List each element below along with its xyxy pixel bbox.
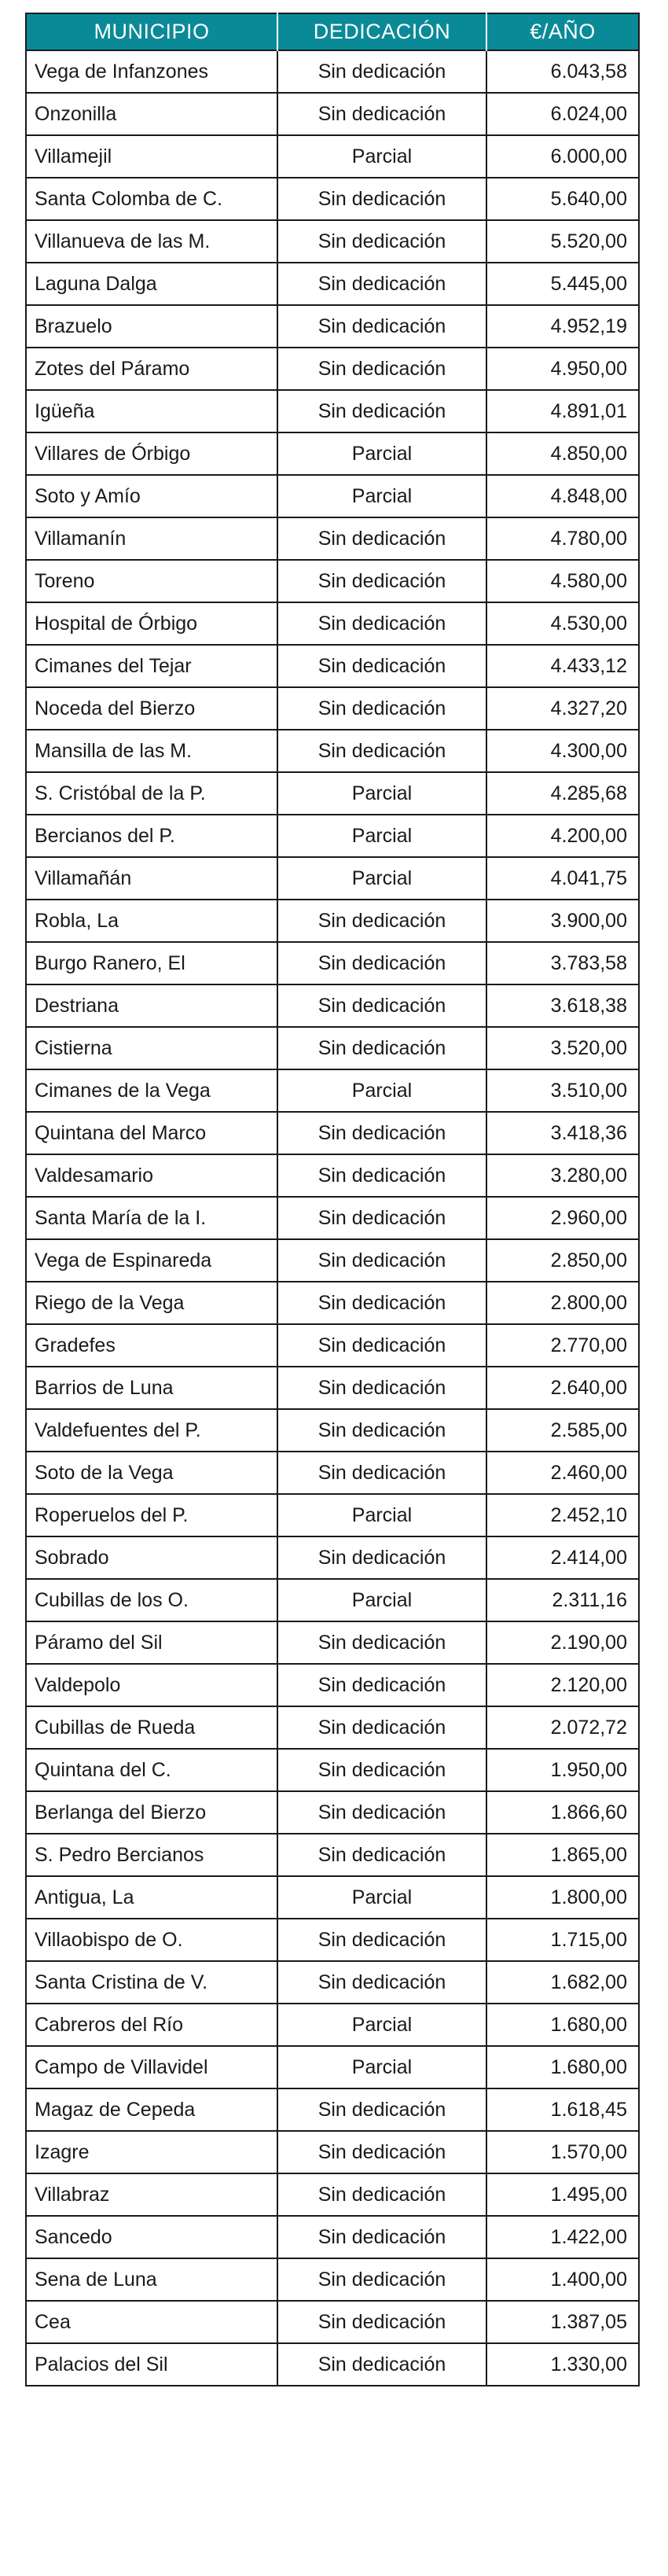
table-row (26, 1409, 639, 1452)
table-row (26, 348, 639, 390)
dedicacion-cell: Sin dedicación (277, 984, 486, 1027)
dedicacion-cell: Sin dedicación (277, 687, 486, 730)
municipio-cell: Toreno (26, 560, 277, 602)
municipio-cell: Cabreros del Río (26, 2004, 277, 2046)
dedicacion-cell: Parcial (277, 1069, 486, 1112)
dedicacion-cell: Sin dedicación (277, 2258, 486, 2301)
table-row (26, 602, 639, 645)
municipio-cell: Destriana (26, 984, 277, 1027)
municipio-cell: Gradefes (26, 1324, 277, 1367)
amount-cell: 4.041,75 (486, 857, 639, 900)
amount-cell: 5.640,00 (486, 178, 639, 220)
dedicacion-cell: Sin dedicación (277, 900, 486, 942)
table-row (26, 1919, 639, 1961)
amount-cell: 1.800,00 (486, 1876, 639, 1919)
dedicacion-cell: Sin dedicación (277, 1834, 486, 1876)
municipio-cell: Páramo del Sil (26, 1621, 277, 1664)
dedicacion-cell: Sin dedicación (277, 1282, 486, 1324)
amount-cell: 3.510,00 (486, 1069, 639, 1112)
table-row (26, 900, 639, 942)
dedicacion-cell: Sin dedicación (277, 1621, 486, 1664)
dedicacion-cell: Sin dedicación (277, 602, 486, 645)
amount-cell: 6.043,58 (486, 50, 639, 93)
municipio-cell: Berlanga del Bierzo (26, 1791, 277, 1834)
municipio-cell: Barrios de Luna (26, 1367, 277, 1409)
header-dedicacion: DEDICACIÓN (277, 13, 486, 50)
amount-cell: 4.285,68 (486, 772, 639, 815)
municipio-cell: Santa Cristina de V. (26, 1961, 277, 2004)
amount-cell: 2.640,00 (486, 1367, 639, 1409)
municipio-cell: Hospital de Órbigo (26, 602, 277, 645)
amount-cell: 4.580,00 (486, 560, 639, 602)
amount-cell: 5.445,00 (486, 263, 639, 305)
table-row (26, 730, 639, 772)
table-row (26, 1621, 639, 1664)
municipio-cell: Sobrado (26, 1536, 277, 1579)
municipio-cell: Noceda del Bierzo (26, 687, 277, 730)
municipio-cell: Cubillas de Rueda (26, 1706, 277, 1749)
municipio-cell: Robla, La (26, 900, 277, 942)
municipio-cell: Soto y Amío (26, 475, 277, 517)
amount-cell: 2.414,00 (486, 1536, 639, 1579)
dedicacion-cell: Sin dedicación (277, 2131, 486, 2173)
table-row (26, 1494, 639, 1536)
dedicacion-cell: Sin dedicación (277, 1664, 486, 1706)
amount-cell: 1.682,00 (486, 1961, 639, 2004)
municipio-cell: Cimanes del Tejar (26, 645, 277, 687)
amount-cell: 1.680,00 (486, 2004, 639, 2046)
dedicacion-cell: Sin dedicación (277, 1409, 486, 1452)
table-row (26, 2131, 639, 2173)
dedicacion-cell: Parcial (277, 2004, 486, 2046)
amount-cell: 4.891,01 (486, 390, 639, 432)
amount-cell: 2.960,00 (486, 1197, 639, 1239)
amount-cell: 2.460,00 (486, 1452, 639, 1494)
amount-cell: 1.330,00 (486, 2343, 639, 2386)
municipio-cell: Antigua, La (26, 1876, 277, 1919)
municipio-cell: Onzonilla (26, 93, 277, 135)
table-header (26, 13, 639, 50)
table-row (26, 2046, 639, 2088)
amount-cell: 1.865,00 (486, 1834, 639, 1876)
table-row (26, 857, 639, 900)
table-row (26, 984, 639, 1027)
amount-cell: 2.190,00 (486, 1621, 639, 1664)
municipio-cell: Cistierna (26, 1027, 277, 1069)
dedicacion-cell: Sin dedicación (277, 1536, 486, 1579)
amount-cell: 1.950,00 (486, 1749, 639, 1791)
amount-cell: 4.848,00 (486, 475, 639, 517)
municipio-cell: Santa Colomba de C. (26, 178, 277, 220)
table-row (26, 1536, 639, 1579)
amount-cell: 1.680,00 (486, 2046, 639, 2088)
municipio-cell: Villamanín (26, 517, 277, 560)
dedicacion-cell: Sin dedicación (277, 1961, 486, 2004)
table-row (26, 2258, 639, 2301)
dedicacion-cell: Parcial (277, 1579, 486, 1621)
municipio-cell: Mansilla de las M. (26, 730, 277, 772)
dedicacion-cell: Sin dedicación (277, 263, 486, 305)
dedicacion-cell: Sin dedicación (277, 2216, 486, 2258)
amount-cell: 1.866,60 (486, 1791, 639, 1834)
dedicacion-cell: Sin dedicación (277, 1452, 486, 1494)
municipio-cell: Cea (26, 2301, 277, 2343)
table-row (26, 263, 639, 305)
municipio-cell: Cubillas de los O. (26, 1579, 277, 1621)
header-row (26, 13, 639, 50)
municipio-cell: Villabraz (26, 2173, 277, 2216)
table-row (26, 475, 639, 517)
table-row (26, 1027, 639, 1069)
table-row (26, 2173, 639, 2216)
table-row (26, 1239, 639, 1282)
municipio-cell: Cimanes de la Vega (26, 1069, 277, 1112)
amount-cell: 3.900,00 (486, 900, 639, 942)
municipio-cell: Quintana del C. (26, 1749, 277, 1791)
amount-cell: 2.800,00 (486, 1282, 639, 1324)
municipio-cell: Izagre (26, 2131, 277, 2173)
dedicacion-cell: Sin dedicación (277, 305, 486, 348)
amount-cell: 2.120,00 (486, 1664, 639, 1706)
municipio-cell: Sena de Luna (26, 2258, 277, 2301)
amount-cell: 1.570,00 (486, 2131, 639, 2173)
amount-cell: 3.418,36 (486, 1112, 639, 1154)
amount-cell: 6.024,00 (486, 93, 639, 135)
municipio-cell: Bercianos del P. (26, 815, 277, 857)
dedicacion-cell: Sin dedicación (277, 2301, 486, 2343)
dedicacion-cell: Sin dedicación (277, 942, 486, 984)
dedicacion-cell: Sin dedicación (277, 1239, 486, 1282)
dedicacion-cell: Sin dedicación (277, 2343, 486, 2386)
table-row (26, 772, 639, 815)
amount-cell: 6.000,00 (486, 135, 639, 178)
dedicacion-cell: Sin dedicación (277, 178, 486, 220)
amount-cell: 4.850,00 (486, 432, 639, 475)
dedicacion-cell: Sin dedicación (277, 2173, 486, 2216)
table-row (26, 1282, 639, 1324)
dedicacion-cell: Sin dedicación (277, 560, 486, 602)
amount-cell: 1.618,45 (486, 2088, 639, 2131)
municipio-cell: Valdepolo (26, 1664, 277, 1706)
municipio-cell: Villamejil (26, 135, 277, 178)
municipio-cell: Villares de Órbigo (26, 432, 277, 475)
dedicacion-cell: Sin dedicación (277, 220, 486, 263)
municipio-cell: Villaobispo de O. (26, 1919, 277, 1961)
municipio-cell: Villamañán (26, 857, 277, 900)
dedicacion-cell: Sin dedicación (277, 1791, 486, 1834)
municipio-cell: Magaz de Cepeda (26, 2088, 277, 2131)
municipio-cell: Valdefuentes del P. (26, 1409, 277, 1452)
amount-cell: 3.783,58 (486, 942, 639, 984)
table-row (26, 1579, 639, 1621)
amount-cell: 1.422,00 (486, 2216, 639, 2258)
amount-cell: 3.618,38 (486, 984, 639, 1027)
amount-cell: 2.585,00 (486, 1409, 639, 1452)
dedicacion-cell: Sin dedicación (277, 645, 486, 687)
municipio-cell: Campo de Villavidel (26, 2046, 277, 2088)
table-row (26, 1664, 639, 1706)
table-row (26, 1706, 639, 1749)
dedicacion-cell: Parcial (277, 857, 486, 900)
amount-cell: 2.452,10 (486, 1494, 639, 1536)
municipio-cell: S. Pedro Bercianos (26, 1834, 277, 1876)
dedicacion-cell: Sin dedicación (277, 1324, 486, 1367)
dedicacion-cell: Parcial (277, 1876, 486, 1919)
amount-cell: 4.433,12 (486, 645, 639, 687)
dedicacion-cell: Parcial (277, 432, 486, 475)
header-municipio: MUNICIPIO (26, 13, 277, 50)
dedicacion-cell: Sin dedicación (277, 1027, 486, 1069)
amount-cell: 2.072,72 (486, 1706, 639, 1749)
table-row (26, 220, 639, 263)
municipio-cell: Soto de la Vega (26, 1452, 277, 1494)
table-row (26, 687, 639, 730)
municipio-cell: Roperuelos del P. (26, 1494, 277, 1536)
table-row (26, 815, 639, 857)
dedicacion-cell: Sin dedicación (277, 1919, 486, 1961)
dedicacion-cell: Parcial (277, 815, 486, 857)
amount-cell: 5.520,00 (486, 220, 639, 263)
table-body (26, 50, 639, 2386)
municipio-cell: Sancedo (26, 2216, 277, 2258)
table-row (26, 2301, 639, 2343)
dedicacion-cell: Parcial (277, 2046, 486, 2088)
table-row (26, 1791, 639, 1834)
amount-cell: 4.300,00 (486, 730, 639, 772)
table-row (26, 1961, 639, 2004)
amount-cell: 3.280,00 (486, 1154, 639, 1197)
amount-cell: 4.530,00 (486, 602, 639, 645)
municipio-cell: Brazuelo (26, 305, 277, 348)
municipio-cell: Santa María de la I. (26, 1197, 277, 1239)
amount-cell: 4.780,00 (486, 517, 639, 560)
amount-cell: 2.770,00 (486, 1324, 639, 1367)
dedicacion-cell: Sin dedicación (277, 1197, 486, 1239)
table-row (26, 1876, 639, 1919)
amount-cell: 2.850,00 (486, 1239, 639, 1282)
table-row (26, 2088, 639, 2131)
dedicacion-cell: Sin dedicación (277, 2088, 486, 2131)
municipio-cell: S. Cristóbal de la P. (26, 772, 277, 815)
amount-cell: 1.387,05 (486, 2301, 639, 2343)
dedicacion-cell: Sin dedicación (277, 1706, 486, 1749)
dedicacion-cell: Sin dedicación (277, 1112, 486, 1154)
table-row (26, 942, 639, 984)
dedicacion-cell: Sin dedicación (277, 348, 486, 390)
table-row (26, 178, 639, 220)
amount-cell: 3.520,00 (486, 1027, 639, 1069)
municipio-cell: Vega de Infanzones (26, 50, 277, 93)
table-row (26, 390, 639, 432)
amount-cell: 1.495,00 (486, 2173, 639, 2216)
dedicacion-cell: Sin dedicación (277, 390, 486, 432)
table-row (26, 560, 639, 602)
dedicacion-cell: Sin dedicación (277, 1749, 486, 1791)
salary-table (25, 13, 640, 2386)
dedicacion-cell: Sin dedicación (277, 93, 486, 135)
table-row (26, 1324, 639, 1367)
table-row (26, 1834, 639, 1876)
amount-cell: 1.400,00 (486, 2258, 639, 2301)
municipio-cell: Burgo Ranero, El (26, 942, 277, 984)
municipio-cell: Laguna Dalga (26, 263, 277, 305)
table-row (26, 1367, 639, 1409)
table-row (26, 645, 639, 687)
dedicacion-cell: Parcial (277, 772, 486, 815)
table-row (26, 2216, 639, 2258)
table-row (26, 432, 639, 475)
municipio-cell: Riego de la Vega (26, 1282, 277, 1324)
dedicacion-cell: Sin dedicación (277, 1367, 486, 1409)
amount-cell: 2.311,16 (486, 1579, 639, 1621)
municipio-cell: Quintana del Marco (26, 1112, 277, 1154)
municipio-cell: Palacios del Sil (26, 2343, 277, 2386)
dedicacion-cell: Sin dedicación (277, 730, 486, 772)
amount-cell: 4.952,19 (486, 305, 639, 348)
dedicacion-cell: Sin dedicación (277, 50, 486, 93)
table-row (26, 93, 639, 135)
dedicacion-cell: Parcial (277, 475, 486, 517)
dedicacion-cell: Sin dedicación (277, 517, 486, 560)
dedicacion-cell: Parcial (277, 1494, 486, 1536)
table-row (26, 2004, 639, 2046)
table-row (26, 1197, 639, 1239)
table-row (26, 517, 639, 560)
municipio-cell: Igüeña (26, 390, 277, 432)
table-row (26, 1069, 639, 1112)
municipio-cell: Zotes del Páramo (26, 348, 277, 390)
municipio-cell: Valdesamario (26, 1154, 277, 1197)
table-row (26, 1452, 639, 1494)
table-row (26, 1154, 639, 1197)
dedicacion-cell: Sin dedicación (277, 1154, 486, 1197)
header-euro-ano: €/AÑO (486, 13, 639, 50)
municipio-cell: Villanueva de las M. (26, 220, 277, 263)
table-row (26, 1112, 639, 1154)
amount-cell: 4.200,00 (486, 815, 639, 857)
municipio-cell: Vega de Espinareda (26, 1239, 277, 1282)
amount-cell: 1.715,00 (486, 1919, 639, 1961)
dedicacion-cell: Parcial (277, 135, 486, 178)
table-row (26, 1749, 639, 1791)
table-row (26, 305, 639, 348)
amount-cell: 4.327,20 (486, 687, 639, 730)
amount-cell: 4.950,00 (486, 348, 639, 390)
table-row (26, 135, 639, 178)
salary-table-container (25, 13, 638, 2563)
table-row (26, 50, 639, 93)
table-row (26, 2343, 639, 2386)
